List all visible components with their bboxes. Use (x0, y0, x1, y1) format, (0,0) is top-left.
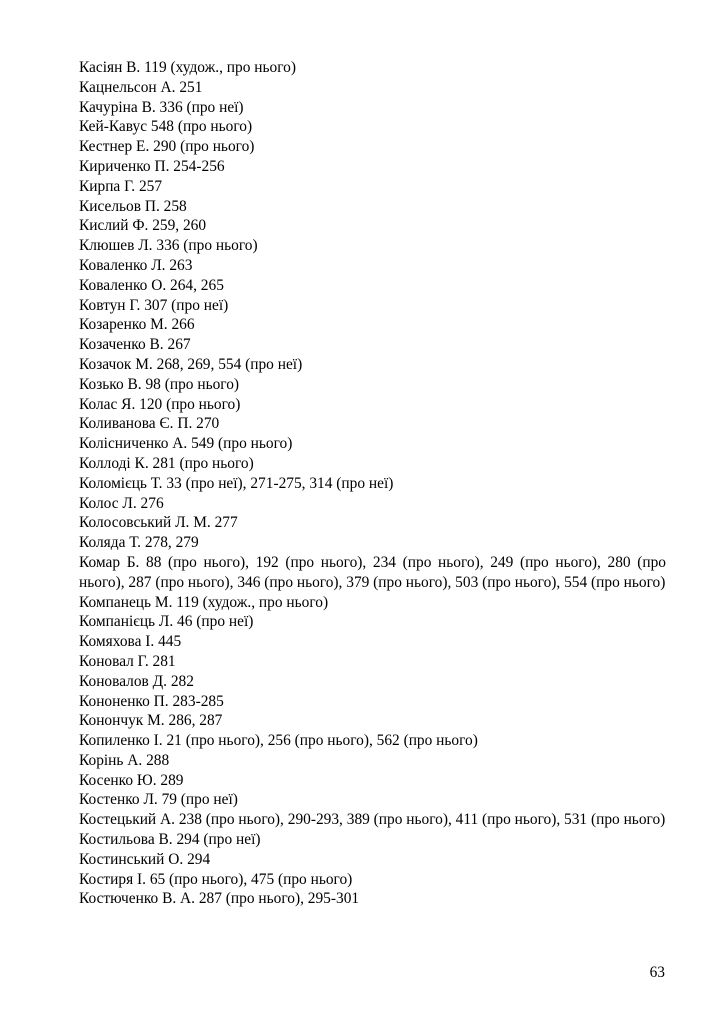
index-entry: Кей-Кавус 548 (про нього) (79, 118, 253, 136)
index-entry: Коливанова Є. П. 270 (79, 415, 220, 433)
index-entry: Ковтун Г. 307 (про неї) (79, 296, 229, 314)
index-entry: Колісниченко А. 549 (про нього) (79, 435, 293, 453)
page-number: 63 (649, 964, 665, 981)
index-entry: Кислий Ф. 259, 260 (79, 217, 207, 235)
index-entry: Колас Я. 120 (про нього) (79, 395, 241, 413)
index-entry: Костинський О. 294 (79, 850, 211, 868)
name-index-list (79, 58, 666, 909)
index-entry: Козачок М. 268, 269, 554 (про неї) (79, 355, 303, 373)
index-entry: Кириченко П. 254-256 (79, 157, 225, 175)
index-entry: Кестнер Е. 290 (про нього) (79, 138, 255, 156)
index-entry: Костиря І. 65 (про нього), 475 (про нього) (79, 870, 353, 888)
index-entry: Кирпа Г. 257 (79, 177, 163, 195)
index-entry: Касіян В. 119 (худож., про нього) (79, 59, 296, 76)
index-entry: Коновалов Д. 282 (79, 672, 194, 690)
index-entry: Коваленко Л. 263 (79, 256, 193, 274)
index-entry: Клюшев Л. 336 (про нього) (79, 237, 258, 255)
index-entry: Козаренко М. 266 (79, 316, 195, 334)
index-entry: Корінь А. 288 (79, 751, 170, 769)
index-entry: Костенко Л. 79 (про неї) (79, 791, 238, 809)
index-entry: Компанець М. 119 (худож., про нього) (79, 593, 329, 611)
index-entry: Качуріна В. 336 (про неї) (79, 98, 244, 116)
index-entry: Костюченко В. А. 287 (про нього), 295-301 (79, 890, 360, 908)
index-entry: Копиленко І. 21 (про нього), 256 (про нього), 562 (про нього) (79, 732, 478, 750)
index-entry: Коляда Т. 278, 279 (79, 534, 199, 552)
index-entry: Кацнельсон А. 251 (79, 78, 203, 96)
index-entry: Кисельов П. 258 (79, 197, 187, 215)
index-entry: Колосовський Л. М. 277 (79, 514, 238, 532)
index-entry: Комар Б. 88 (про нього), 192 (про нього), 234 (про нього), 249 (про нього), 280 (про нього), 287 (про нього), 346 (про нього), 379 (про нього), 503 (про нього), 554 (про нього) (79, 553, 666, 591)
index-entry: Колос Л. 276 (79, 494, 164, 512)
index-entry: Кононенко П. 283-285 (79, 692, 224, 710)
index-entry: Конончук М. 286, 287 (79, 712, 223, 730)
index-entry: Коваленко О. 264, 265 (79, 276, 224, 294)
index-entry: Комяхова І. 445 (79, 633, 182, 651)
index-entry: Костецький А. 238 (про нього), 290-293, 389 (про нього), 411 (про нього), 531 (про нього) (79, 811, 666, 829)
index-entry: Коллоді К. 281 (про нього) (79, 454, 254, 472)
index-entry: Козько В. 98 (про нього) (79, 375, 240, 393)
index-entry: Коломієць Т. 33 (про неї), 271-275, 314 (про неї) (79, 474, 394, 492)
index-entry: Компанієць Л. 46 (про неї) (79, 613, 254, 631)
index-entry: Костильова В. 294 (про неї) (79, 831, 261, 849)
index-entry: Коновал Г. 281 (79, 652, 176, 670)
index-entry: Косенко Ю. 289 (79, 771, 184, 789)
index-entry: Козаченко В. 267 (79, 336, 191, 354)
